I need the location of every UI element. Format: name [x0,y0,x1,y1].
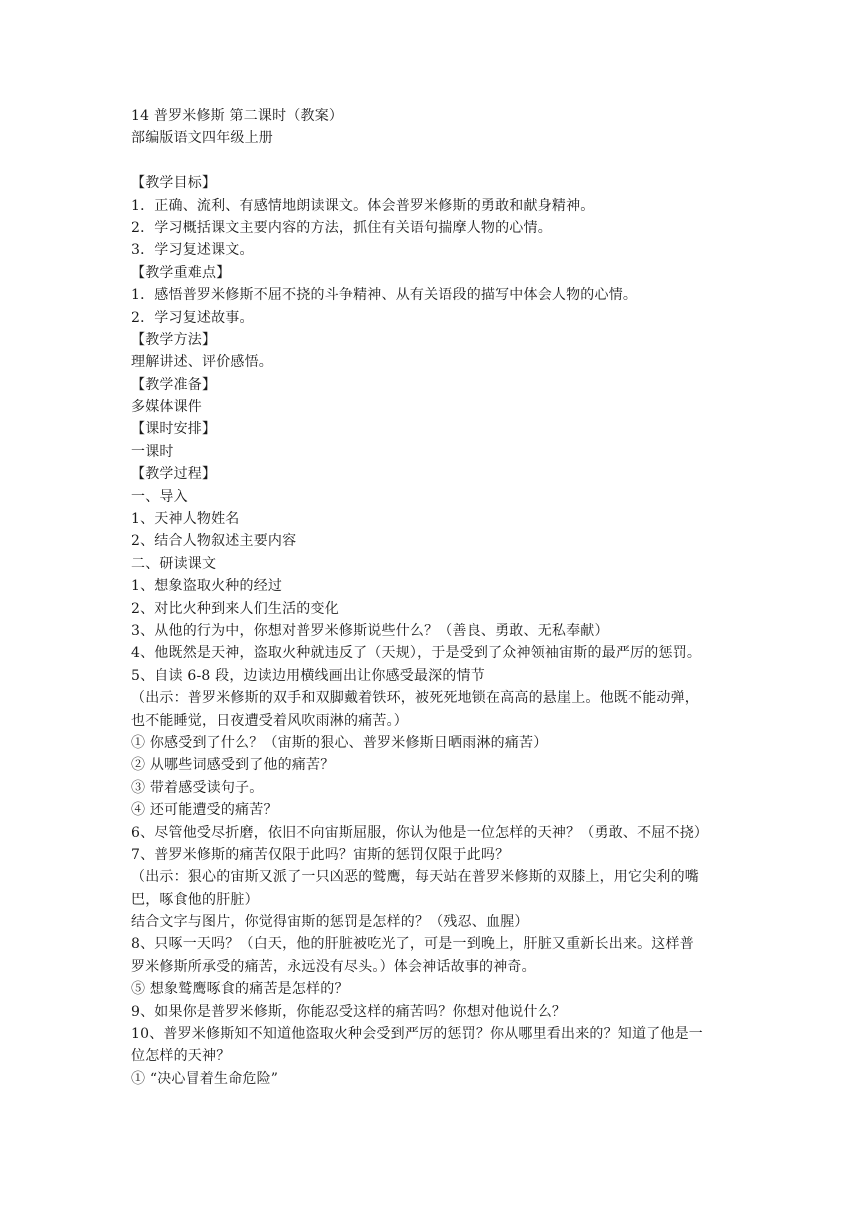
text-line: 【教学目标】 [131,175,217,192]
text-line: 罗米修斯所承受的痛苦，永远没有尽头。）体会神话故事的神奇。 [131,958,536,975]
text-line: 9、如果你是普罗米修斯，你能忍受这样的痛苦吗？你想对他说什么？ [131,1003,567,1020]
text-line: 1．正确、流利、有感情地朗读课文。体会普罗米修斯的勇敢和献身精神。 [131,197,595,214]
text-line: 3、从他的行为中，你想对普罗米修斯说些什么？（善良、勇敢、无私奉献） [131,622,609,639]
text-line: 7、普罗米修斯的痛苦仅限于此吗？宙斯的惩罚仅限于此吗？ [131,846,510,863]
text-line: 2．学习概括课文主要内容的方法，抓住有关语句揣摩人物的心情。 [131,219,552,236]
text-line: 1、想象盗取火种的经过 [131,578,283,595]
text-line: 10、普罗米修斯知不知道他盗取火种会受到严厉的惩罚？你从哪里看出来的？知道了他是一 [131,1026,704,1043]
text-line: 巴，啄食他的肝脏） [131,891,259,908]
text-line: ③ 带着感受读句子。 [131,779,264,796]
text-line: 2、对比火种到来人们生活的变化 [131,600,339,617]
text-line: 多媒体课件 [131,399,202,416]
text-line: 【教学方法】 [131,331,217,348]
text-line: 【课时安排】 [131,421,217,438]
text-line: 3．学习复述课文。 [131,242,254,259]
text-line: 结合文字与图片，你觉得宙斯的惩罚是怎样的？（残忍、血腥） [131,914,529,931]
text-line: 二、研读课文 [131,555,217,572]
text-line: （出示：狠心的宙斯又派了一只凶恶的鹫鹰，每天站在普罗米修斯的双膝上，用它尖利的嘴 [131,869,699,886]
text-line: 一课时 [131,443,174,460]
document-body [131,150,736,1090]
text-line: 8、只啄一天吗？（白天，他的肝脏被吃光了，可是一到晚上，肝脏又重新长出来。这样普 [131,936,694,953]
text-line: 6、尽管他受尽折磨，依旧不向宙斯屈服，你认为他是一位怎样的天神？（勇敢、不屈不挠） [131,824,709,841]
text-line: 【教学准备】 [131,376,217,393]
text-line: ⑤ 想象鹫鹰啄食的痛苦是怎样的？ [131,981,349,998]
text-line: ④ 还可能遭受的痛苦？ [131,802,278,819]
document-page [131,105,736,1090]
document-subtitle: 部编版语文四年级上册 [131,130,273,147]
text-line: ① 你感受到了什么？（宙斯的狠心、普罗米修斯日晒雨淋的痛苦） [131,734,548,751]
text-line: 5、自读 6-8 段，边读边用横线画出让你感受最深的情节 [131,667,485,684]
text-line: （出示：普罗米修斯的双手和双脚戴着铁环，被死死地锁在高高的悬崖上。他既不能动弹， [131,690,699,707]
text-line: 一、导入 [131,488,188,505]
text-line: ① “决心冒着生命危险” [131,1070,279,1087]
text-line: 1．感悟普罗米修斯不屈不挠的斗争精神、从有关语段的描写中体会人物的心情。 [131,287,638,304]
text-line: 2、结合人物叙述主要内容 [131,533,297,550]
text-line: 【教学过程】 [131,466,217,483]
text-line: 也不能睡觉，日夜遭受着风吹雨淋的痛苦。） [131,712,408,729]
text-line: 1、天神人物姓名 [131,511,240,528]
text-line: 4、他既然是天神，盗取火种就违反了（天规），于是受到了众神领袖宙斯的最严厉的惩罚。 [131,645,702,662]
document-title: 14 普罗米修斯 第二课时（教案） [131,108,344,124]
blank-line [131,150,736,172]
text-line: 理解讲述、评价感悟。 [131,354,273,371]
text-line: 【教学重难点】 [131,264,231,281]
text-line: 位怎样的天神？ [131,1048,231,1065]
text-line: 2．学习复述故事。 [131,309,254,326]
text-line: ② 从哪些词感受到了他的痛苦？ [131,757,335,774]
